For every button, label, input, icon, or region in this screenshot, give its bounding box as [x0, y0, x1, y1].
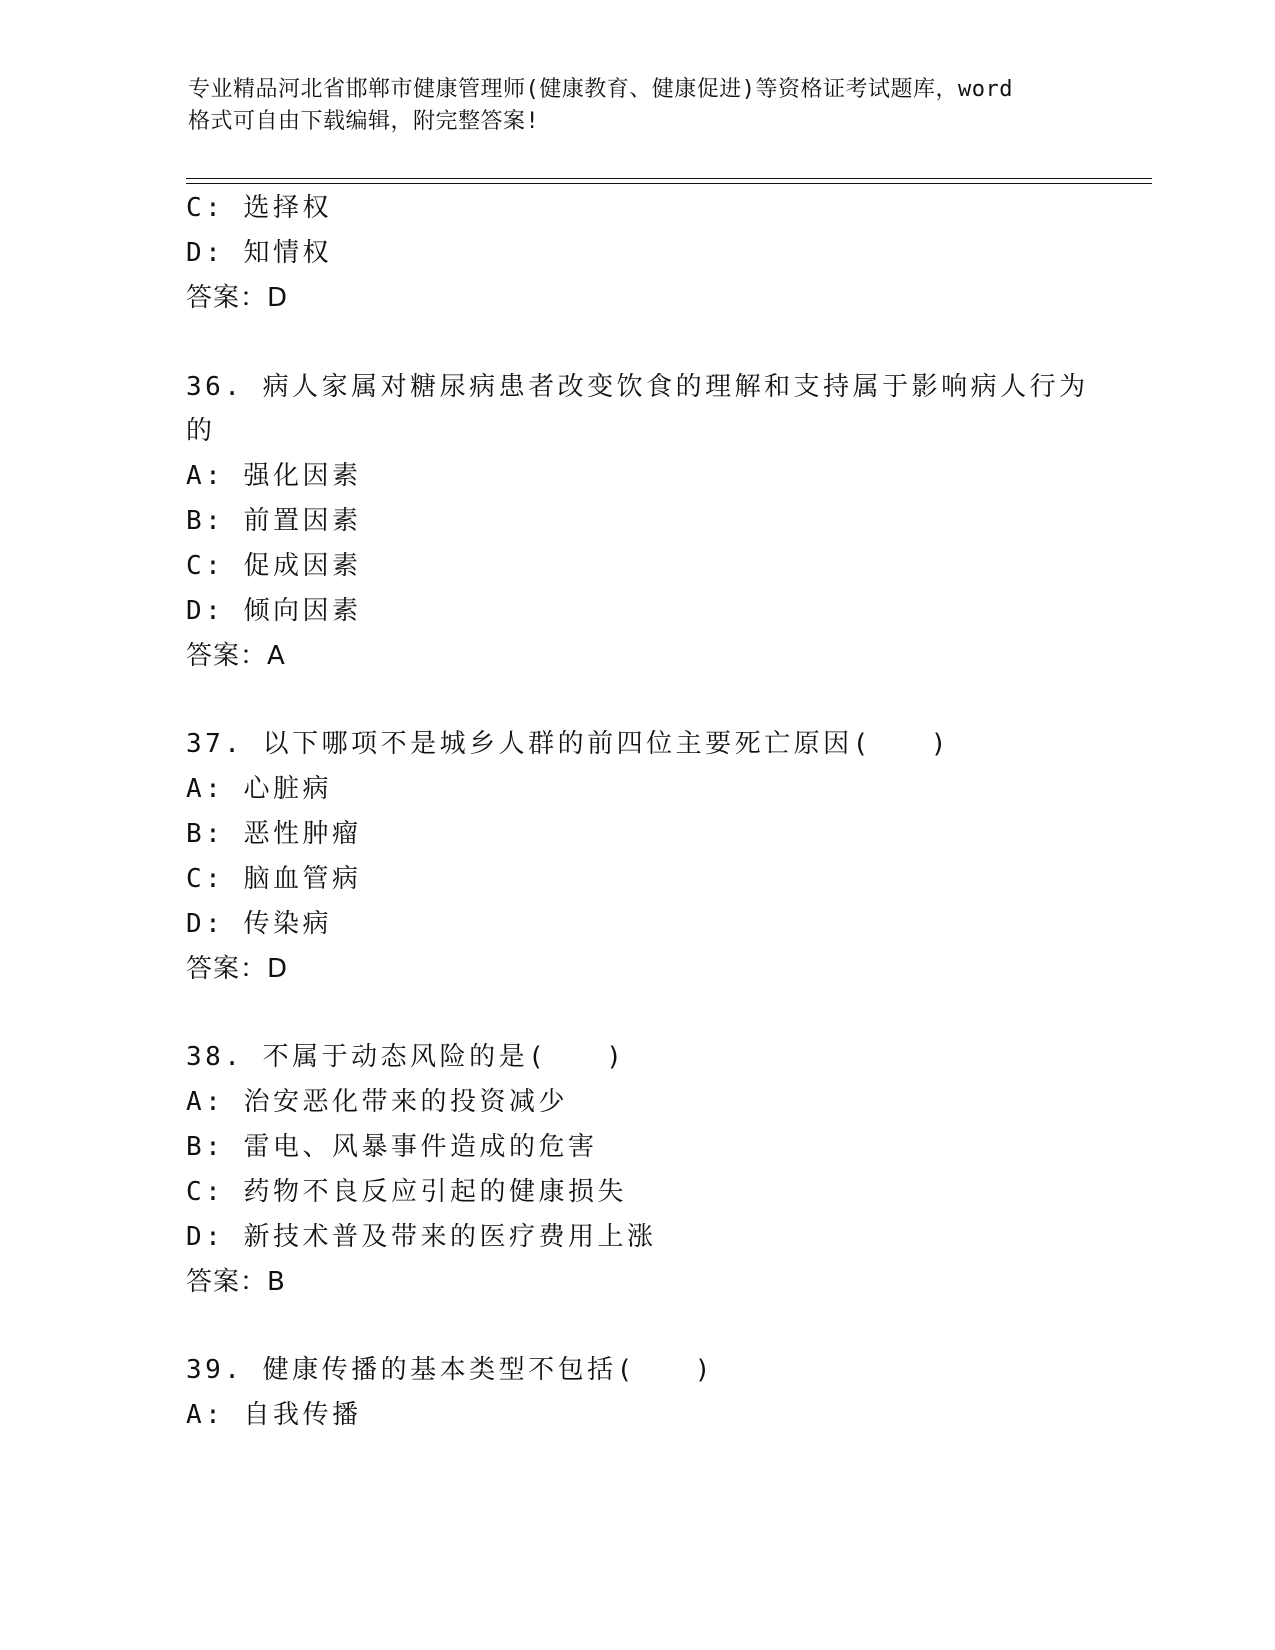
header-line-2: 格式可自由下载编辑，附完整答案!: [188, 109, 540, 134]
q36-stem-line-1: 36. 病人家属对糖尿病患者改变饮食的理解和支持属于影响病人行为: [186, 372, 1089, 402]
q36-option-a: A: 强化因素: [186, 461, 362, 491]
document-header: [188, 74, 1088, 138]
q36-answer: 答案：A: [186, 641, 286, 671]
q37-stem: 37. 以下哪项不是城乡人群的前四位主要死亡原因( ): [186, 729, 950, 759]
q39-option-a: A: 自我传播: [186, 1400, 362, 1430]
q36-option-c: C: 促成因素: [186, 551, 362, 581]
q37-option-c: C: 脑血管病: [186, 864, 362, 894]
q39-stem: 39. 健康传播的基本类型不包括( ): [186, 1355, 714, 1385]
q38-option-b: B: 雷电、风暴事件造成的危害: [186, 1132, 598, 1162]
q36-option-b: B: 前置因素: [186, 506, 362, 536]
header-divider-bottom: [186, 183, 1152, 184]
q38-stem: 38. 不属于动态风险的是( ): [186, 1042, 626, 1072]
q37-answer: 答案：D: [186, 954, 289, 984]
q37-option-b: B: 恶性肿瘤: [186, 819, 362, 849]
q35-answer: 答案：D: [186, 283, 289, 313]
header-divider-top: [186, 178, 1152, 179]
q35-option-d: D: 知情权: [186, 238, 332, 268]
q38-answer: 答案：B: [186, 1267, 286, 1297]
q38-option-d: D: 新技术普及带来的医疗费用上涨: [186, 1222, 657, 1252]
q38-option-a: A: 治安恶化带来的投资减少: [186, 1087, 568, 1117]
q36-stem-line-2: 的: [186, 416, 216, 446]
q38-option-c: C: 药物不良反应引起的健康损失: [186, 1177, 627, 1207]
header-line-1: 专业精品河北省邯郸市健康管理师(健康教育、健康促进)等资格证考试题库，word: [188, 77, 1013, 102]
q37-option-a: A: 心脏病: [186, 774, 332, 804]
q37-option-d: D: 传染病: [186, 909, 332, 939]
q35-option-c: C: 选择权: [186, 193, 332, 223]
q36-option-d: D: 倾向因素: [186, 596, 362, 626]
